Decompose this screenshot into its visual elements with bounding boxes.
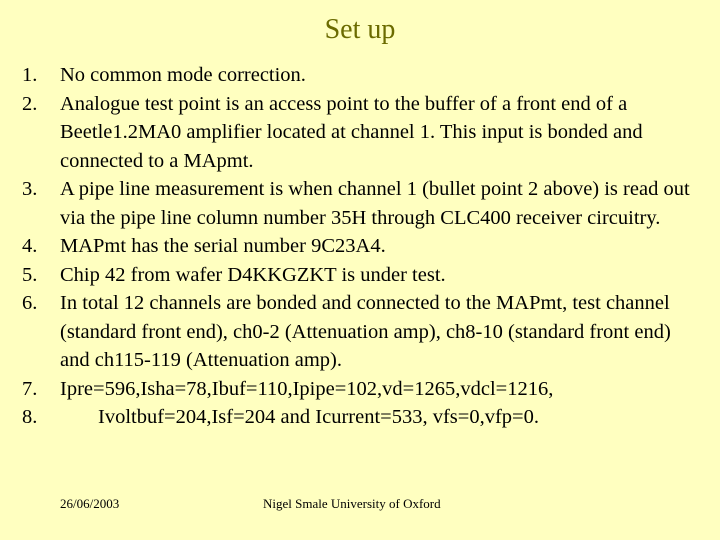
- list-item: [22, 232, 702, 261]
- list-item-number: 1.: [22, 64, 38, 86]
- setup-list: [22, 61, 702, 432]
- footer-date: 26/06/2003: [60, 496, 120, 511]
- list-item-text: No common mode correction.: [60, 64, 306, 86]
- list-item-text: Ivoltbuf=204,Isf=204 and Icurrent=533, vfs=0,vfp=0.: [98, 406, 539, 428]
- list-item-number: 4.: [22, 235, 38, 257]
- list-item-text: Ipre=596,Isha=78,Ibuf=110,Ipipe=102,vd=1265,vdcl=1216,: [60, 377, 554, 400]
- list-item-number: 3.: [22, 178, 38, 200]
- list-item-number: 5.: [22, 263, 38, 286]
- list-item: [22, 261, 702, 290]
- list-item: [22, 289, 702, 375]
- list-item: [22, 403, 702, 432]
- list-item-text: In total 12 channels are bonded and connected to the MAPmt, test channel (standard front end), ch0-2 (Attenuation amp), ch8-10 (standard front end) and ch115-119 (Attenuation amp).: [60, 292, 671, 371]
- list-item-text: A pipe line measurement is when channel 1 (bullet point 2 above) is read out via the pipe line column number 35H through CLC400 receiver circuitry.: [60, 178, 690, 229]
- slide-title: Set up: [324, 14, 396, 45]
- list-item: [22, 90, 702, 176]
- list-item-number: 2.: [22, 92, 38, 115]
- list-item-number: 7.: [22, 377, 38, 400]
- list-item: [22, 175, 702, 232]
- list-item: [22, 61, 702, 90]
- list-item-text: Chip 42 from wafer D4KKGZKT is under test.: [60, 263, 446, 286]
- footer-author: Nigel Smale University of Oxford: [263, 496, 441, 511]
- list-item-text: MAPmt has the serial number 9C23A4.: [60, 235, 386, 257]
- list-item: [22, 375, 702, 404]
- list-item-number: 6.: [22, 292, 38, 314]
- list-item-text: Analogue test point is an access point to the buffer of a front end of a Beetle1.2MA0 amplifier located at channel 1. This input is bonded and connected to a MApmt.: [60, 92, 643, 172]
- list-item-number: 8.: [22, 406, 38, 428]
